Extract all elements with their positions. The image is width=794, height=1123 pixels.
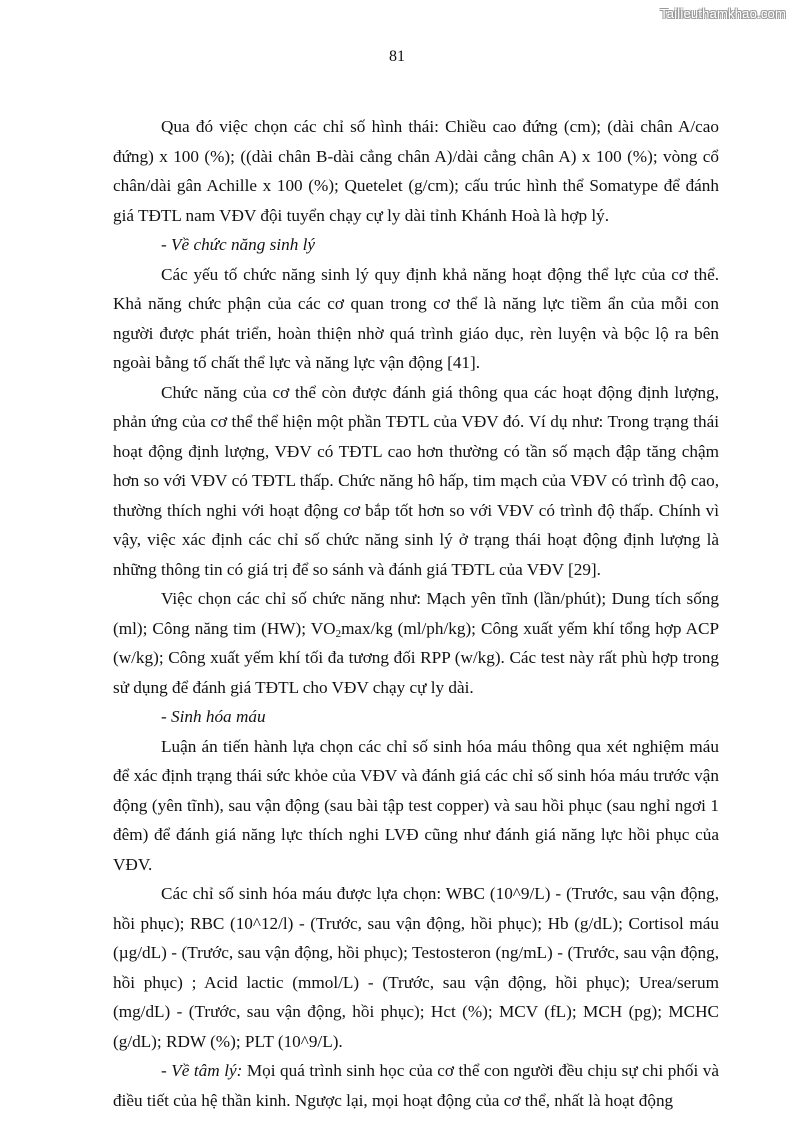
heading-psychology: - Về tâm lý: <box>161 1061 243 1080</box>
watermark: Tailieuthamkhao.com <box>660 6 786 21</box>
paragraph-physiology-factors: Các yếu tố chức năng sinh lý quy định khả năng hoạt động thể lực của cơ thể. Khả năng chức phận của các cơ quan trong cơ thể là năng lực tiềm ẩn của mỗi con người được phát triển, hoàn thiện nhờ quá trình giáo dục, rèn luyện và bộc lộ ra bên ngoài bằng tố chất thể lực và năng lực vận động [41]. <box>113 264 719 372</box>
paragraph-physiology-assessment: Chức năng của cơ thể còn được đánh giá thông qua các hoạt động định lượng, phản ứng của cơ thể thể hiện một phần TĐTL của VĐV đó. Ví dụ như: Trong trạng thái hoạt động định lượng, VĐV có TĐTL cao hơn thường có tần số mạch đập tăng chậm hơn so với VĐV có TĐTL thấp. Chức năng hô hấp, tim mạch của VĐV có trình độ cao, thường thích nghi với hoạt động cơ bắp tốt hơn so với VĐV có trình độ thấp. Chính vì vậy, việc xác định các chỉ số chức năng sinh lý ở trạng thái hoạt động định lượng là những thông tin có giá trị để so sánh và đánh giá TĐTL của VĐV [29]. <box>113 382 719 579</box>
document-body <box>113 112 719 1115</box>
paragraph-blood-indices: Các chỉ số sinh hóa máu được lựa chọn: WBC (10^9/L) - (Trước, sau vận động, hồi phục); RBC (10^12/l) - (Trước, sau vận động, hồi phục); Hb (g/dL); Cortisol máu (µg/dL) - (Trước, sau vận động, hồi phục); Testosteron (ng/mL) - (Trước, sau vận động, hồi phục) ; Acid lactic (mmol/L) - (Trước, sau vận động, hồi phục); Urea/serum (mg/dL) - (Trước, sau vận động, hồi phục); Hct (%); MCV (fL); MCH (pg); MCHC (g/dL); RDW (%); PLT (10^9/L). <box>113 884 719 1051</box>
paragraph-physiology-indices <box>113 584 719 702</box>
paragraph-physiology-indices-part1: Việc chọn các chỉ số chức năng như: Mạch yên tĩnh (lần/phút); Dung tích sống (ml); Công năng tim (HW); VO <box>113 589 719 638</box>
paragraph-morphology-summary: Qua đó việc chọn các chỉ số hình thái: Chiều cao đứng (cm); (dài chân A/cao đứng) x 100 (%); ((dài chân B-dài cẳng chân A)/dài cẳng chân A) x 100 (%); vòng cổ chân/dài gân Achille x 100 (%); Quetelet (g/cm); cấu trúc hình thể Somatype để đánh giá TĐTL nam VĐV đội tuyển chạy cự ly dài tỉnh Khánh Hoà là hợp lý. <box>113 117 719 225</box>
heading-blood-biochemistry: - Sinh hóa máu <box>161 707 266 726</box>
page-number: 81 <box>389 48 405 65</box>
paragraph-psychology <box>113 1056 719 1115</box>
subscript-2: 2 <box>335 627 342 640</box>
paragraph-psychology-text: Mọi quá trình sinh học của cơ thể con người đều chịu sự chi phối và điều tiết của hệ thần kinh. Ngược lại, mọi hoạt động của cơ thể, nhất là hoạt động <box>113 1061 719 1110</box>
paragraph-physiology-indices-part2: max/kg (ml/ph/kg); Công xuất yếm khí tổng hợp ACP (w/kg); Công xuất yếm khí tối đa tương đối RPP (w/kg). Các test này rất phù hợp trong sử dụng để đánh giá TĐTL cho VĐV chạy cự ly dài. <box>113 618 720 697</box>
paragraph-blood-tests: Luận án tiến hành lựa chọn các chỉ số sinh hóa máu thông qua xét nghiệm máu để xác định trạng thái sức khỏe của VĐV và đánh giá các chỉ số sinh hóa máu trước vận động (yên tĩnh), sau vận động (sau bài tập test copper) và sau hồi phục (sau nghỉ ngơi 1 đêm) để đánh giá năng lực thích nghi LVĐ cũng như đánh giá năng lực hồi phục của VĐV. <box>113 736 719 874</box>
heading-physiology: - Về chức năng sinh lý <box>161 235 315 254</box>
